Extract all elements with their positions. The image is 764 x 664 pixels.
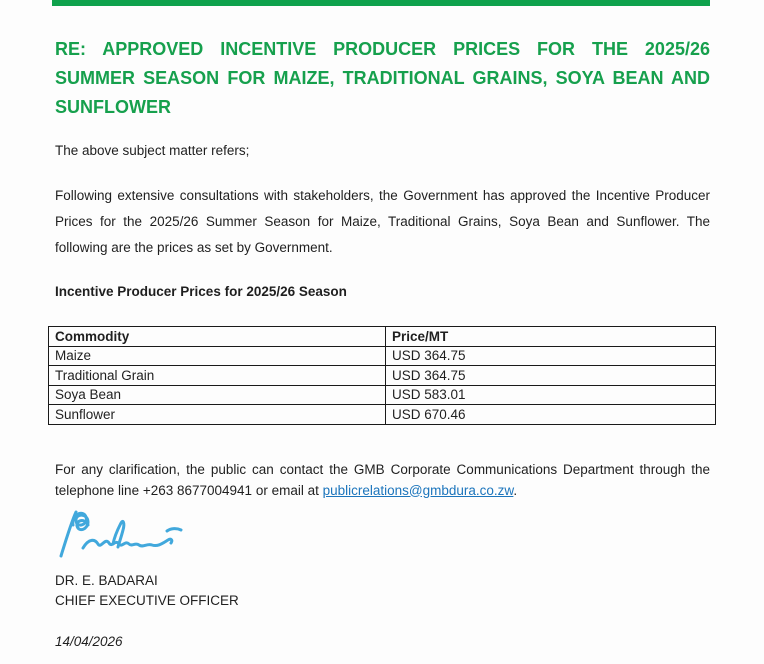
table-row — [49, 346, 716, 366]
price-cell: USD 364.75 — [386, 366, 716, 386]
table-row — [49, 405, 716, 425]
subject-heading: RE: APPROVED INCENTIVE PRODUCER PRICES FOR THE 2025/26 SUMMER SEASON FOR MAIZE, TRADITIONAL GRAINS, SOYA BEAN AND SUNFLOWER — [55, 39, 710, 117]
column-header-price: Price/MT — [386, 327, 716, 347]
signatory-block — [55, 571, 710, 611]
intro-paragraph: Following extensive consultations with stakeholders, the Government has approved the Incentive Producer Prices for the 2025/26 Summer Season for Maize, Traditional Grains, Soya Bean and Sunflower. The following are the prices as set by Government. — [55, 188, 710, 255]
document-date: 14/04/2026 — [55, 633, 123, 649]
column-header-commodity: Commodity — [49, 327, 386, 347]
commodity-cell: Sunflower — [49, 405, 386, 425]
clarification-period: . — [513, 482, 518, 498]
salutation-line: The above subject matter refers; — [55, 143, 250, 158]
ceo-signature — [50, 509, 200, 559]
commodity-cell: Soya Bean — [49, 385, 386, 405]
email-link[interactable]: publicrelations@gmbdura.co.zw — [322, 482, 514, 498]
clarification-paragraph — [55, 459, 710, 501]
price-cell: USD 583.01 — [386, 385, 716, 405]
header-rule — [52, 0, 710, 6]
table-row — [49, 366, 716, 386]
clarification-text: For any clarification, the public can contact the GMB Corporate Communications Department through the telephone line +263 8677004941 or email at — [55, 461, 710, 498]
signatory-name: DR. E. BADARAI — [55, 572, 158, 588]
price-cell: USD 364.75 — [386, 346, 716, 366]
commodity-cell: Maize — [49, 346, 386, 366]
price-table-title: Incentive Producer Prices for 2025/26 Season — [55, 284, 347, 299]
table-header-row — [49, 327, 716, 347]
commodity-cell: Traditional Grain — [49, 366, 386, 386]
price-cell: USD 670.46 — [386, 405, 716, 425]
signature-scribble-icon — [50, 509, 200, 559]
signatory-title: CHIEF EXECUTIVE OFFICER — [55, 592, 239, 608]
price-table — [48, 326, 716, 425]
table-row — [49, 385, 716, 405]
